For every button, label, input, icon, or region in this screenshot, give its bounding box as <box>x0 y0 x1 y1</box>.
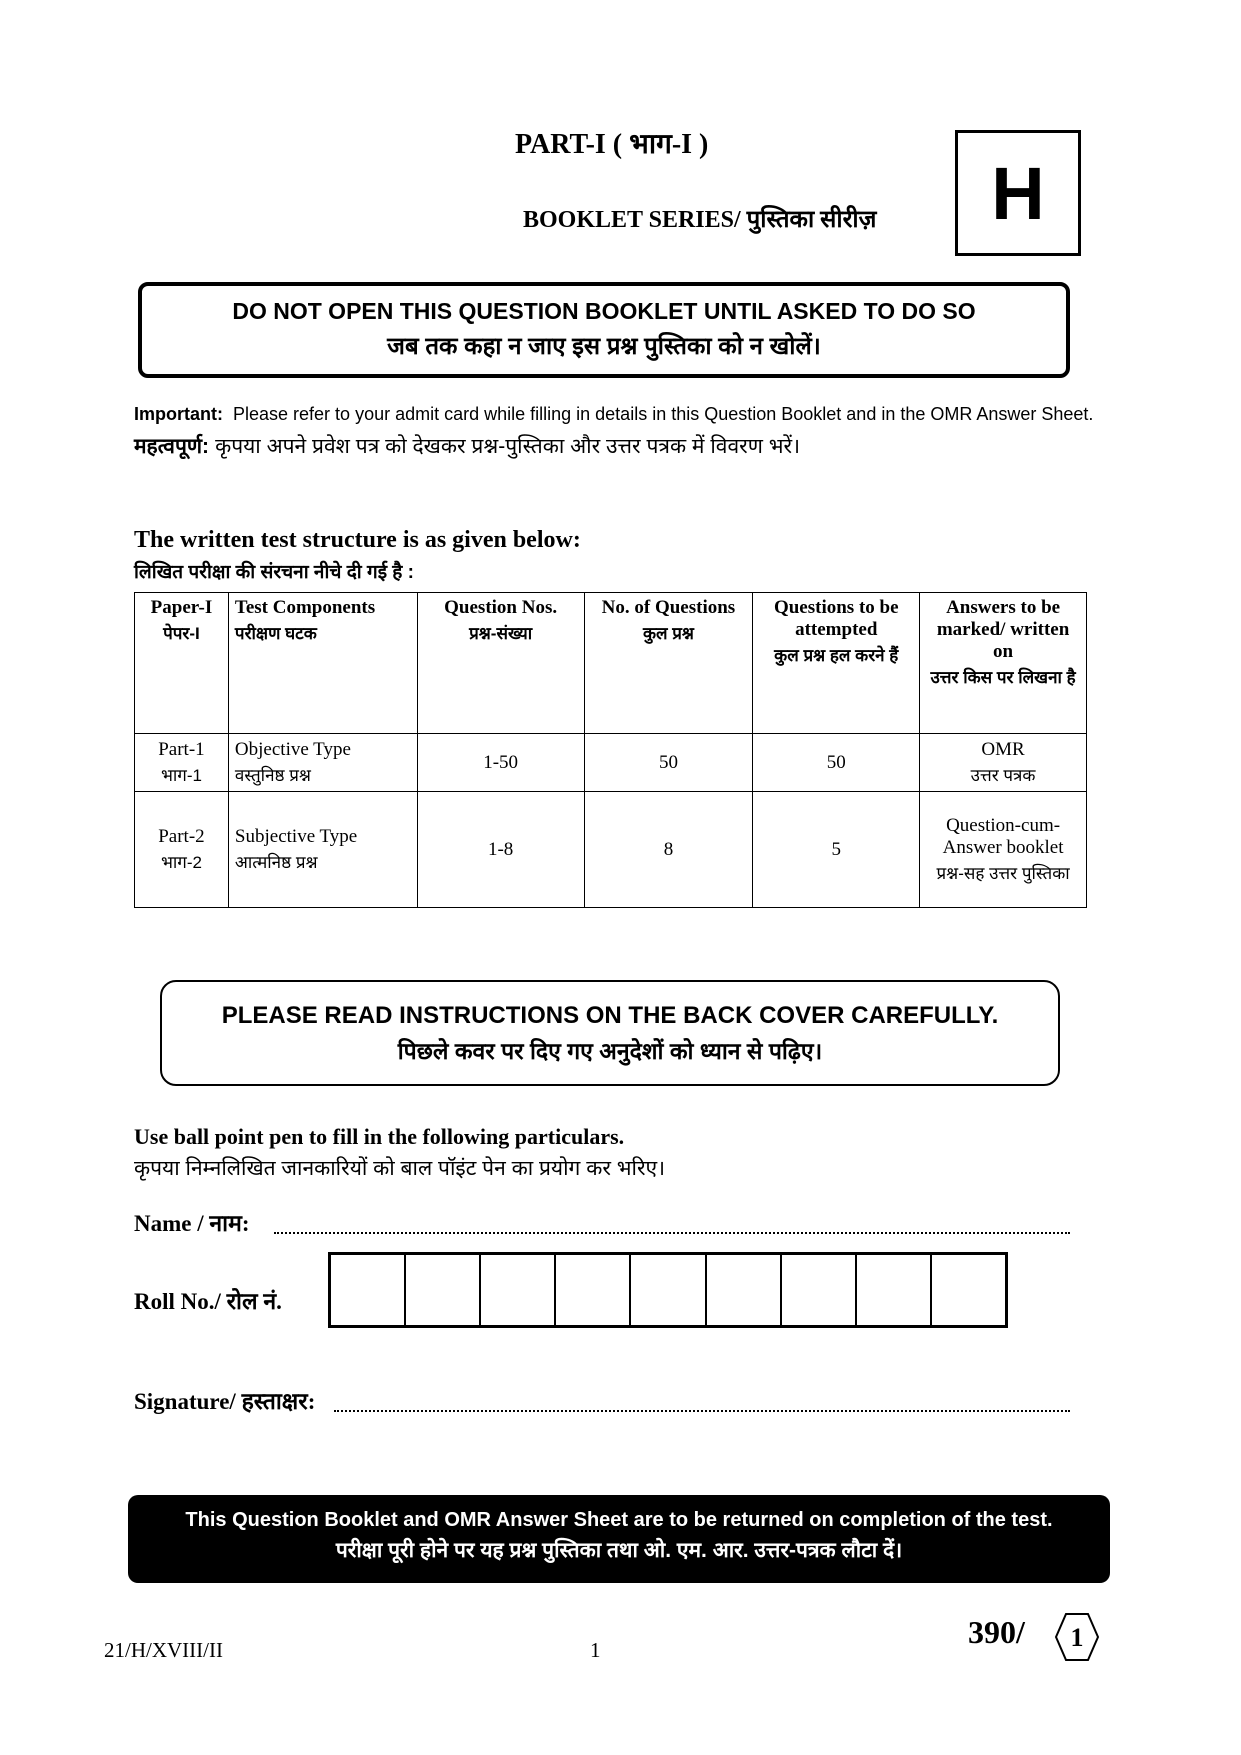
table-row <box>135 792 1087 908</box>
cell-to-attempt: 5 <box>753 792 920 908</box>
col-header-paper: Paper-I पेपर-I <box>135 593 229 734</box>
roll-no-box[interactable] <box>331 1255 406 1325</box>
part-title: PART-I ( भाग-I ) <box>515 129 709 160</box>
cell-component: Objective Type वस्तुनिष्ठ प्रश्न <box>228 734 417 792</box>
table-row <box>135 734 1087 792</box>
hexagon-badge-icon <box>1054 1612 1100 1662</box>
important-label-en: Important: <box>134 404 223 424</box>
return-notice-hi: परीक्षा पूरी होने पर यह प्रश्न पुस्तिका तथा ओ. एम. आर. उत्तर-पत्रक लौटा दें। <box>335 1539 903 1562</box>
col-header-question-nos: Question Nos. प्रश्न-संख्या <box>417 593 584 734</box>
roll-no-box[interactable] <box>631 1255 706 1325</box>
cell-to-attempt: 50 <box>753 734 920 792</box>
cell-no-of-questions: 50 <box>584 734 753 792</box>
paper-number: 390/ <box>968 1614 1025 1650</box>
return-booklet-notice <box>128 1495 1110 1583</box>
cell-answers-on: Question-cum-Answer booklet प्रश्न-सह उत्तर पुस्तिका <box>920 792 1087 908</box>
cell-component: Subjective Type आत्मनिष्ठ प्रश्न <box>228 792 417 908</box>
roll-no-label: Roll No./ रोल नं. <box>134 1289 282 1314</box>
name-label: Name / नाम: <box>134 1211 250 1236</box>
col-header-to-attempt: Questions to be attempted कुल प्रश्न हल करने हैं <box>753 593 920 734</box>
roll-no-box[interactable] <box>782 1255 857 1325</box>
important-label-hi: महत्वपूर्ण: <box>134 435 210 458</box>
booklet-series-code: H <box>955 130 1081 256</box>
col-header-components: Test Components परीक्षण घटक <box>228 593 417 734</box>
test-structure-table <box>134 592 1087 908</box>
hexagon-badge-number: 1 <box>1070 1623 1084 1652</box>
col-header-no-of-questions: No. of Questions कुल प्रश्न <box>584 593 753 734</box>
read-instructions-notice <box>160 980 1060 1086</box>
important-note-en <box>134 404 1093 425</box>
roll-no-box[interactable] <box>556 1255 631 1325</box>
roll-no-box[interactable] <box>481 1255 556 1325</box>
important-text-en: Please refer to your admit card while filling in details in this Question Booklet and in the OMR Answer Sheet. <box>233 404 1094 424</box>
cell-part: Part-2 भाग-2 <box>135 792 229 908</box>
roll-no-box[interactable] <box>932 1255 1005 1325</box>
structure-title: The written test structure is as given below: <box>134 527 581 553</box>
cell-question-nos: 1-8 <box>417 792 584 908</box>
signature-label: Signature/ हस्ताक्षर: <box>134 1389 316 1414</box>
particulars-title: Use ball point pen to fill in the following particulars. <box>134 1124 625 1149</box>
particulars-subtitle: कृपया निम्नलिखित जानकारियों को बाल पॉइंट पेन का प्रयोग कर भरिए। <box>134 1157 666 1180</box>
roll-no-box[interactable] <box>707 1255 782 1325</box>
table-header-row <box>135 593 1087 734</box>
booklet-series-label: BOOKLET SERIES/ पुस्तिका सीरीज़ <box>523 207 877 233</box>
do-not-open-hi: जब तक कहा न जाए इस प्रश्न पुस्तिका को न खोलें। <box>387 333 821 360</box>
cell-no-of-questions: 8 <box>584 792 753 908</box>
important-text-hi: कृपया अपने प्रवेश पत्र को देखकर प्रश्न-पुस्तिका और उत्तर पत्रक में विवरण भरें। <box>215 435 801 458</box>
cell-question-nos: 1-50 <box>417 734 584 792</box>
cell-answers-on: OMR उत्तर पत्रक <box>920 734 1087 792</box>
do-not-open-notice <box>138 282 1070 378</box>
read-instructions-hi: पिछले कवर पर दिए गए अनुदेशों को ध्यान से पढ़िए। <box>397 1038 823 1064</box>
important-note-hi <box>134 432 800 460</box>
col-header-answers-on: Answers to be marked/ written on उत्तर किस पर लिखना है <box>920 593 1087 734</box>
page-number: 1 <box>590 1638 601 1662</box>
do-not-open-en: DO NOT OPEN THIS QUESTION BOOKLET UNTIL ASKED TO DO SO <box>232 298 976 324</box>
roll-no-box[interactable] <box>857 1255 932 1325</box>
signature-dotted-line[interactable] <box>334 1410 1070 1412</box>
roll-no-boxes[interactable] <box>328 1252 1008 1328</box>
return-notice-en: This Question Booklet and OMR Answer Sheet are to be returned on completion of the test. <box>185 1509 1053 1531</box>
cell-part: Part-1 भाग-1 <box>135 734 229 792</box>
name-dotted-line[interactable] <box>274 1232 1070 1234</box>
signature-field[interactable] <box>134 1384 1070 1416</box>
footer-code: 21/H/XVIII/II <box>104 1638 223 1662</box>
structure-subtitle: लिखित परीक्षा की संरचना नीचे दी गई है : <box>134 562 414 583</box>
read-instructions-en: PLEASE READ INSTRUCTIONS ON THE BACK COVER CAREFULLY. <box>221 1002 999 1029</box>
roll-no-box[interactable] <box>406 1255 481 1325</box>
name-field[interactable] <box>134 1206 1070 1238</box>
